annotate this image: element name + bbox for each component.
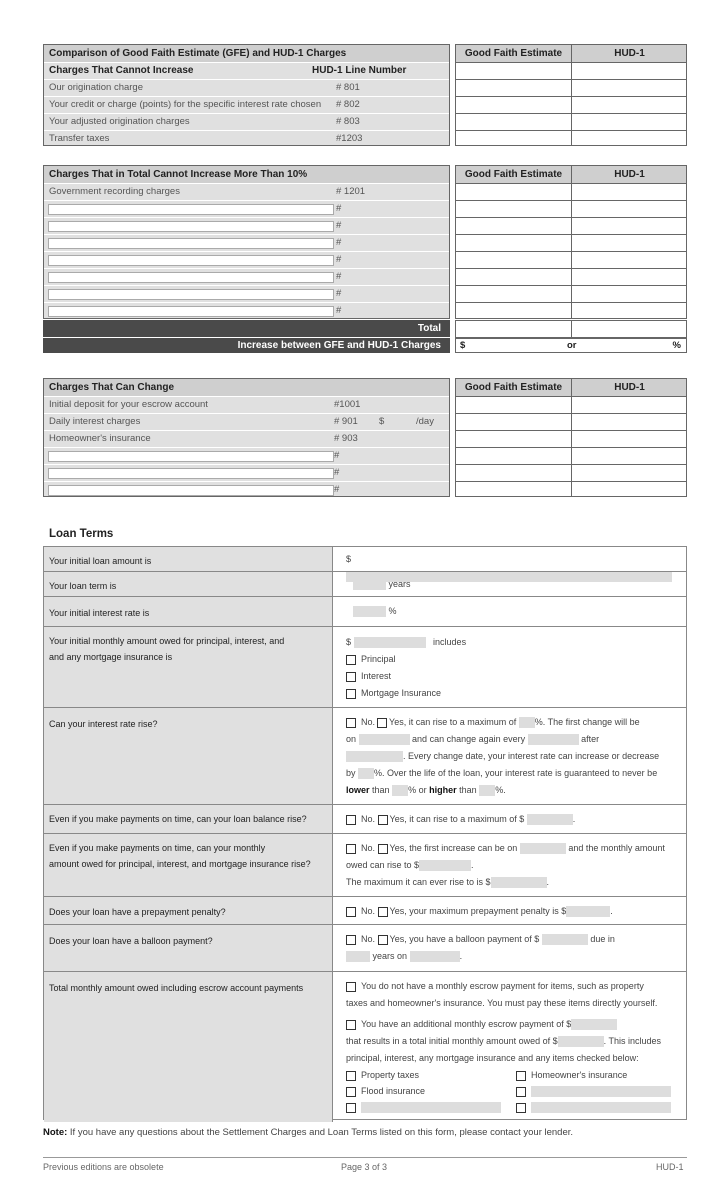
line-number: # (336, 254, 342, 265)
interest-rate-row (44, 596, 686, 627)
charge-name-field[interactable] (48, 272, 334, 283)
line-number: # (336, 237, 342, 248)
change-interval-field[interactable] (528, 734, 579, 745)
loan-amount-value (333, 547, 686, 571)
row-label: Your credit or charge (points) for the specific interest rate chosen (49, 99, 322, 110)
table-row (44, 217, 449, 235)
charge-name-field[interactable] (48, 238, 334, 249)
note-bold-label: Note: (43, 1127, 68, 1138)
total-row: Total (43, 320, 450, 337)
escrow-no-label-1: You do not have a monthly escrow payment for items, such as property (361, 981, 644, 991)
on-label: on (346, 734, 357, 744)
flood-insurance-label: Flood insurance (361, 1086, 426, 1096)
loan-amount-label: Your initial loan amount is (44, 547, 333, 571)
lower-rate-field[interactable] (392, 785, 408, 796)
footer-page: Page 3 of 3 (341, 1162, 388, 1172)
row-label: Government recording charges (49, 186, 180, 197)
table-row (44, 285, 449, 303)
principal-label: Principal (361, 654, 396, 664)
row-label: Initial deposit for your escrow account (49, 399, 208, 410)
table-row (44, 96, 449, 114)
interest-checkbox[interactable] (346, 672, 356, 682)
max-rise-field[interactable] (491, 877, 547, 888)
balloon-years-field[interactable] (346, 951, 370, 962)
hud1-column-header: HUD-1 (614, 48, 645, 59)
table-row (44, 251, 449, 269)
period-label: . (610, 906, 613, 916)
line-number: # 901 (334, 416, 358, 427)
prepay-yes-label: Yes, your maximum prepayment penalty is $ (389, 906, 567, 916)
or-label: or (567, 340, 577, 351)
rate-rise-yes-checkbox[interactable] (377, 718, 387, 728)
period-label: . (459, 951, 463, 961)
mortgage-insurance-checkbox[interactable] (346, 689, 356, 699)
balloon-date-field[interactable] (410, 951, 460, 962)
max-rise-label: The maximum it can ever rise to is $ (346, 877, 491, 887)
every-change-label: . Every change date, your interest rate can increase or decrease (403, 751, 660, 761)
property-taxes-label: Property taxes (361, 1070, 420, 1080)
period-label: . (572, 814, 576, 824)
balance-yes-checkbox[interactable] (378, 815, 388, 825)
interest-rate-field[interactable] (353, 606, 386, 617)
amount-row[interactable] (456, 430, 686, 448)
line-number: # (334, 467, 340, 478)
than-label: than (372, 785, 390, 795)
escrow-payment-field[interactable] (571, 1019, 617, 1030)
first-change-label: %. The first change will be (534, 717, 640, 727)
prepay-penalty-field[interactable] (566, 906, 610, 917)
footer-right: HUD-1 (656, 1162, 684, 1172)
change-again-label: and can change again every (412, 734, 526, 744)
monthly-rise-label-2: amount owed for principal, interest, and mortgage insurance rise? (49, 859, 311, 869)
table-row (44, 200, 449, 218)
escrow-no-checkbox[interactable] (346, 982, 356, 992)
charges-cannot-increase-label: Charges That Cannot Increase (49, 65, 194, 76)
amount-row[interactable] (456, 251, 686, 269)
table-row (44, 302, 449, 320)
other-item-checkbox[interactable] (346, 1103, 356, 1113)
total-amount-grid[interactable] (455, 320, 687, 338)
increase-amount-row[interactable] (455, 338, 687, 353)
no-label: No. (361, 717, 376, 727)
amount-row[interactable] (456, 113, 686, 131)
monthly-rise-label-1: Even if you make payments on time, can your monthly (49, 843, 266, 853)
charge-name-field[interactable] (48, 221, 334, 232)
rate-rise-value (333, 708, 686, 805)
pct-end-label: %. (495, 785, 506, 795)
hud1-column-header: HUD-1 (614, 169, 645, 180)
increase-row: Increase between GFE and HUD-1 Charges (43, 338, 450, 353)
amount-row[interactable] (456, 285, 686, 303)
escrow-yes-label: You have an additional monthly escrow payment of $ (361, 1019, 572, 1029)
percent-sign: % (388, 606, 397, 616)
homeowners-insurance-label: Homeowner's insurance (531, 1070, 628, 1080)
escrow-includes-label: . This includes (603, 1036, 661, 1046)
monthly-rise-yes-checkbox[interactable] (378, 844, 388, 854)
amount-row[interactable] (456, 413, 686, 431)
interest-label: Interest (361, 671, 392, 681)
row-label: Homeowner's insurance (49, 433, 151, 444)
no-label: No. (361, 814, 376, 824)
section1-subheader (44, 62, 449, 80)
higher-rate-field[interactable] (479, 785, 495, 796)
monthly-amount-row (44, 626, 686, 708)
loan-amount-row (44, 547, 686, 571)
monthly-amount-label (44, 627, 333, 708)
balance-rise-row (44, 804, 686, 834)
amount-row[interactable] (456, 268, 686, 286)
after-label: after (581, 734, 600, 744)
after-period-field[interactable] (346, 751, 403, 762)
table-row (44, 234, 449, 252)
balance-no-checkbox[interactable] (346, 815, 356, 825)
footer-left: Previous editions are obsolete (43, 1162, 164, 1172)
prepay-yes-checkbox[interactable] (378, 907, 388, 917)
note-text: If you have any questions about the Settlement Charges and Loan Terms listed on this form, please contact your lender. (69, 1127, 574, 1138)
row-label: Daily interest charges (49, 416, 141, 427)
amount-row[interactable] (456, 447, 686, 465)
line-number: # 803 (336, 116, 360, 127)
first-increase-date-field[interactable] (520, 843, 566, 854)
line-number: # (336, 220, 342, 231)
balloon-yes-checkbox[interactable] (378, 935, 388, 945)
escrow-total-label: that results in a total initial monthly amount owed of $ (346, 1036, 558, 1046)
no-label: No. (361, 843, 376, 853)
gfe-column-header: Good Faith Estimate (464, 169, 563, 180)
amount-row[interactable] (456, 183, 686, 201)
owed-rise-label: owed can rise to $ (346, 860, 420, 870)
charge-name-field[interactable] (48, 255, 334, 266)
amount-row[interactable] (456, 200, 686, 218)
charge-name-field[interactable] (48, 204, 334, 215)
dollar-sign: $ (460, 340, 466, 351)
pct-or-label: % or (408, 785, 427, 795)
loan-term-row (44, 571, 686, 597)
lower-label: lower (346, 785, 370, 795)
gfe-column-header: Good Faith Estimate (464, 48, 563, 59)
table-row (44, 113, 449, 131)
homeowners-insurance-checkbox[interactable] (516, 1071, 526, 1081)
amount-row[interactable] (456, 130, 686, 148)
row-label: Transfer taxes (49, 133, 110, 144)
monthly-rise-row (44, 833, 686, 897)
balloon-value (333, 925, 686, 972)
escrow-no-label-2: taxes and homeowner's insurance. You must pay these items directly yourself. (346, 998, 658, 1008)
line-number: # (334, 450, 340, 461)
change-amount-field[interactable] (358, 768, 374, 779)
owed-rise-field[interactable] (419, 860, 471, 871)
property-taxes-checkbox[interactable] (346, 1071, 356, 1081)
monthly-rise-value (333, 834, 686, 897)
no-label: No. (361, 906, 376, 916)
monthly-amount-label: and the monthly amount (568, 843, 665, 853)
amount-row[interactable] (456, 396, 686, 414)
charge-name-field[interactable] (48, 451, 334, 462)
table-row (44, 430, 449, 448)
line-number: # 801 (336, 82, 360, 93)
percent-sign: % (672, 340, 681, 351)
by-label: by (346, 768, 356, 778)
table-row (44, 79, 449, 97)
principal-checkbox[interactable] (346, 655, 356, 665)
section1-amount-grid (455, 44, 687, 146)
escrow-value (333, 972, 686, 1122)
loan-terms-title: Loan Terms (49, 528, 114, 540)
grid-column-divider (571, 321, 572, 337)
balloon-label: Does your loan have a balloon payment? (44, 925, 333, 972)
hud1-column-header: HUD-1 (614, 382, 645, 393)
section3-table (43, 378, 450, 497)
years-on-label: years on (372, 951, 408, 961)
charge-name-field[interactable] (48, 485, 334, 496)
line-number: # (336, 305, 342, 316)
line-number: # 903 (334, 433, 358, 444)
amount-row[interactable] (456, 302, 686, 320)
line-number: # (336, 271, 342, 282)
than-label: than (459, 785, 477, 795)
monthly-amount-value (333, 627, 686, 708)
row-label: Your adjusted origination charges (49, 116, 190, 127)
section2-amount-grid (455, 165, 687, 319)
table-row (44, 481, 449, 499)
prepayment-row (44, 896, 686, 925)
note (43, 1127, 573, 1138)
amount-row[interactable] (456, 96, 686, 114)
period-label: . (471, 860, 474, 870)
row-label: Our origination charge (49, 82, 143, 93)
charge-name-field[interactable] (48, 468, 334, 479)
monthly-amount-label-1: Your initial monthly amount owed for principal, interest, and (49, 636, 285, 646)
table-row (44, 268, 449, 286)
per-day-label: /day (416, 416, 434, 427)
first-increase-label: Yes, the first increase can be on (389, 843, 518, 853)
hud1-line-number-label: HUD-1 Line Number (312, 65, 407, 76)
other-item-field[interactable] (531, 1102, 671, 1113)
amount-row[interactable] (456, 234, 686, 252)
loan-terms-table (43, 546, 687, 1120)
life-of-loan-label: %. Over the life of the loan, your interest rate is guaranteed to never be (374, 768, 658, 778)
amount-row[interactable] (456, 481, 686, 499)
table-row (44, 396, 449, 414)
dollar-sign: $ (379, 416, 385, 427)
charge-name-field[interactable] (48, 289, 334, 300)
interest-rate-label: Your initial interest rate is (44, 597, 333, 627)
mortgage-insurance-label: Mortgage Insurance (361, 688, 442, 698)
escrow-total-field[interactable] (558, 1036, 604, 1047)
max-rate-field[interactable] (519, 717, 535, 728)
amount-row[interactable] (456, 79, 686, 97)
other-item-checkbox[interactable] (516, 1103, 526, 1113)
prepayment-label: Does your loan have a prepayment penalty? (44, 897, 333, 925)
escrow-label: Total monthly amount owed including escrow account payments (44, 972, 333, 1122)
balloon-yes-label: Yes, you have a balloon payment of $ (389, 934, 540, 944)
loan-term-value (333, 572, 686, 597)
prepayment-value (333, 897, 686, 925)
section1-table (43, 44, 450, 146)
table-row (44, 183, 449, 201)
other-item-field[interactable] (361, 1102, 501, 1113)
due-in-label: due in (590, 934, 615, 944)
table-row (44, 130, 449, 148)
section2-title-row: Charges That in Total Cannot Increase More Than 10% (44, 166, 449, 183)
rate-rise-label: Can your interest rate rise? (44, 708, 333, 805)
loan-term-label: Your loan term is (44, 572, 333, 597)
escrow-yes-checkbox[interactable] (346, 1020, 356, 1030)
dollar-sign: $ (346, 554, 352, 564)
other-item-field[interactable] (531, 1086, 671, 1097)
balance-rise-label: Even if you make payments on time, can your loan balance rise? (44, 805, 333, 834)
line-number: # (336, 288, 342, 299)
loan-term-field[interactable] (353, 579, 386, 590)
monthly-rise-label (44, 834, 333, 897)
monthly-amount-field[interactable] (354, 637, 426, 648)
gfe-column-header: Good Faith Estimate (464, 382, 563, 393)
period-label: . (546, 877, 550, 887)
escrow-items-label: principal, interest, any mortgage insurance and any items checked below: (346, 1053, 639, 1063)
rate-rise-row (44, 707, 686, 805)
table-row (44, 447, 449, 465)
line-number: # (336, 203, 342, 214)
balloon-amount-field[interactable] (542, 934, 588, 945)
prepay-no-checkbox[interactable] (346, 907, 356, 917)
escrow-row (44, 971, 686, 1122)
monthly-amount-label-2: and any mortgage insurance is (49, 652, 173, 662)
amount-row[interactable] (456, 464, 686, 482)
line-number: #1203 (336, 133, 363, 144)
amount-row[interactable] (456, 217, 686, 235)
line-number: # 1201 (336, 186, 366, 197)
higher-label: higher (429, 785, 457, 795)
section3-title-row: Charges That Can Change (44, 379, 449, 396)
section1-title-row: Comparison of Good Faith Estimate (GFE) and HUD-1 Charges (44, 45, 449, 62)
interest-rate-value (333, 597, 686, 627)
line-number: # (334, 484, 340, 495)
other-item-checkbox[interactable] (516, 1087, 526, 1097)
includes-label: includes (433, 637, 467, 647)
flood-insurance-checkbox[interactable] (346, 1087, 356, 1097)
line-number: # 802 (336, 99, 360, 110)
rate-yes-label: Yes, it can rise to a maximum of (389, 717, 517, 727)
section2-table (43, 165, 450, 319)
section3-amount-grid (455, 378, 687, 497)
line-number: #1001 (334, 399, 361, 410)
years-label: years (388, 579, 411, 589)
amount-row[interactable] (456, 62, 686, 80)
dollar-sign: $ (346, 637, 352, 647)
rate-rise-no-checkbox[interactable] (346, 718, 356, 728)
no-label: No. (361, 934, 376, 944)
balance-yes-label: Yes, it can rise to a maximum of $ (389, 814, 525, 824)
table-row (44, 413, 449, 431)
max-balance-field[interactable] (527, 814, 573, 825)
table-row (44, 464, 449, 482)
balloon-row (44, 924, 686, 972)
balance-rise-value (333, 805, 686, 834)
first-change-date-field[interactable] (359, 734, 410, 745)
footer-rule (43, 1157, 687, 1158)
monthly-rise-no-checkbox[interactable] (346, 844, 356, 854)
balloon-no-checkbox[interactable] (346, 935, 356, 945)
charge-name-field[interactable] (48, 306, 334, 317)
